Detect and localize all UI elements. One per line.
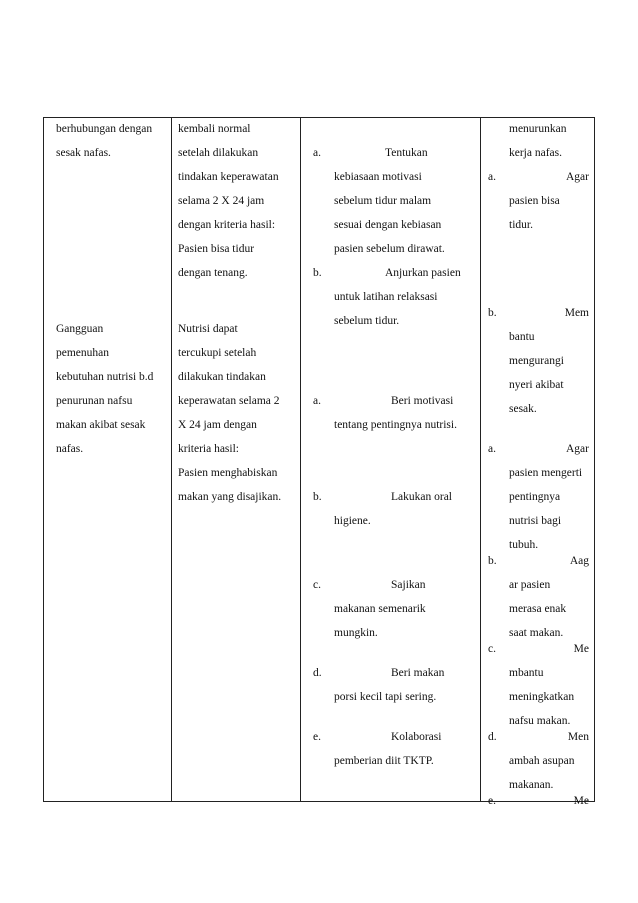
intervention-head: Anjurkan pasien — [385, 267, 461, 279]
intervention-head: Tentukan — [385, 147, 428, 159]
rationale-head: Aag — [569, 555, 589, 567]
rationale-line: menurunkan — [509, 123, 567, 135]
intervention-line: pasien sebelum dirawat. — [334, 243, 445, 255]
intervention-line: sesuai dengan kebiasan — [334, 219, 442, 231]
intervention-head: Beri makan — [391, 667, 445, 679]
goal-line: tercukupi setelah — [178, 347, 257, 359]
intervention-marker: a. — [313, 147, 321, 159]
rationale-line: nutrisi bagi — [509, 515, 562, 527]
rationale-line: saat makan. — [509, 627, 564, 639]
rationale-line: mengurangi — [509, 355, 564, 367]
rationale-line: kerja nafas. — [509, 147, 562, 159]
intervention-head: Sajikan — [391, 579, 426, 591]
goal-line: Pasien menghabiskan — [178, 467, 278, 479]
rationale-line: bantu — [509, 331, 535, 343]
rationale-head: Me — [573, 643, 589, 655]
rationale-line: sesak. — [509, 403, 537, 415]
goal-line: dilakukan tindakan — [178, 371, 266, 383]
rationale-marker: a. — [488, 443, 496, 455]
rationale-line: tidur. — [509, 219, 533, 231]
diagnosis-line: Gangguan — [56, 323, 104, 335]
rationale-line: nyeri akibat — [509, 379, 564, 391]
diagnosis-line: pemenuhan — [56, 347, 110, 359]
intervention-line: higiene. — [334, 515, 371, 527]
goal-line: keperawatan selama 2 — [178, 395, 280, 407]
rationale-line: merasa enak — [509, 603, 567, 615]
rationale-marker: b. — [488, 555, 497, 567]
goal-line: dengan tenang. — [178, 267, 248, 279]
intervention-line: makanan semenarik — [334, 603, 426, 615]
intervention-line: untuk latihan relaksasi — [334, 291, 438, 303]
intervention-line: kebiasaan motivasi — [334, 171, 422, 183]
intervention-marker: d. — [313, 667, 322, 679]
rationale-marker: d. — [488, 731, 497, 743]
rationale-head: Agar — [566, 443, 589, 455]
goal-line: setelah dilakukan — [178, 147, 259, 159]
goal-line: Nutrisi dapat — [178, 323, 238, 335]
column-divider — [480, 118, 481, 801]
intervention-head: Lakukan oral — [391, 491, 452, 503]
intervention-marker: a. — [313, 395, 321, 407]
rationale-line: ambah asupan — [509, 755, 575, 767]
rationale-line: pentingnya — [509, 491, 561, 503]
rationale-line: ar pasien — [509, 579, 551, 591]
diagnosis-line: penurunan nafsu — [56, 395, 133, 407]
intervention-marker: c. — [313, 579, 321, 591]
intervention-marker: e. — [313, 731, 321, 743]
rationale-marker: a. — [488, 171, 496, 183]
intervention-head: Beri motivasi — [391, 395, 454, 407]
rationale-line: pasien mengerti — [509, 467, 583, 479]
column-divider — [300, 118, 301, 801]
rationale-line: nafsu makan. — [509, 715, 571, 727]
rationale-head: Me — [573, 795, 589, 807]
diagnosis-line: nafas. — [56, 443, 84, 455]
intervention-line: sebelum tidur malam — [334, 195, 432, 207]
rationale-line: meningkatkan — [509, 691, 575, 703]
diagnosis-line: sesak nafas. — [56, 147, 111, 159]
intervention-marker: b. — [313, 267, 322, 279]
rationale-head: Agar — [566, 171, 589, 183]
goal-line: makan yang disajikan. — [178, 491, 282, 503]
diagnosis-line: makan akibat sesak — [56, 419, 146, 431]
rationale-marker: c. — [488, 643, 496, 655]
goal-line: kriteria hasil: — [178, 443, 239, 455]
goal-line: Pasien bisa tidur — [178, 243, 255, 255]
intervention-marker: b. — [313, 491, 322, 503]
goal-line: X 24 jam dengan — [178, 419, 257, 431]
rationale-marker: e. — [488, 795, 496, 807]
goal-line: dengan kriteria hasil: — [178, 219, 276, 231]
diagnosis-line: berhubungan dengan — [56, 123, 153, 135]
rationale-line: tubuh. — [509, 539, 539, 551]
intervention-line: tentang pentingnya nutrisi. — [334, 419, 457, 431]
rationale-head: Mem — [564, 307, 589, 319]
intervention-line: pemberian diit TKTP. — [334, 755, 434, 767]
diagnosis-line: kebutuhan nutrisi b.d — [56, 371, 154, 383]
goal-line: selama 2 X 24 jam — [178, 195, 265, 207]
rationale-line: mbantu — [509, 667, 544, 679]
intervention-head: Kolaborasi — [391, 731, 442, 743]
intervention-line: sebelum tidur. — [334, 315, 400, 327]
intervention-line: mungkin. — [334, 627, 378, 639]
rationale-marker: b. — [488, 307, 497, 319]
rationale-line: pasien bisa — [509, 195, 560, 207]
goal-line: tindakan keperawatan — [178, 171, 279, 183]
column-divider — [171, 118, 172, 801]
intervention-line: porsi kecil tapi sering. — [334, 691, 437, 703]
rationale-head: Men — [567, 731, 589, 743]
goal-line: kembali normal — [178, 123, 251, 135]
rationale-line: makanan. — [509, 779, 554, 791]
